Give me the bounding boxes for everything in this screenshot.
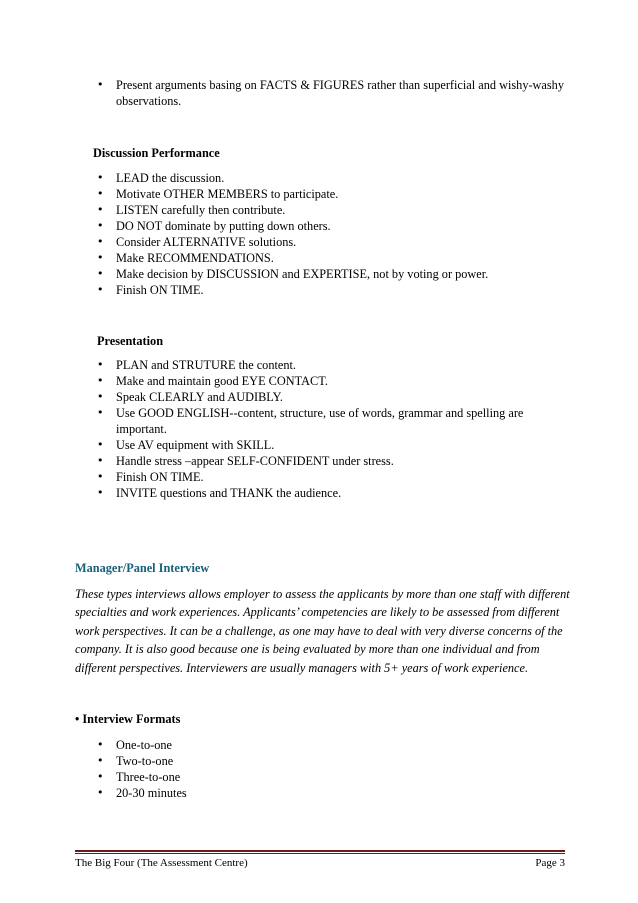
list-item: • INVITE questions and THANK the audience.	[97, 485, 567, 501]
manager-panel-heading: Manager/Panel Interview	[75, 561, 210, 575]
footer-title: The Big Four (The Assessment Centre)	[75, 857, 248, 869]
list-item: • Speak CLEARLY and AUDIBLY.	[97, 389, 567, 405]
list-item: • Motivate OTHER MEMBERS to participate.	[97, 186, 567, 202]
list-item: • Make decision by DISCUSSION and EXPERTISE, not by voting or power.	[97, 266, 567, 282]
list-item: • Finish ON TIME.	[97, 469, 567, 485]
list-item: • DO NOT dominate by putting down others.	[97, 218, 567, 234]
presentation-list	[97, 357, 567, 501]
list-item: • Use AV equipment with SKILL.	[97, 437, 567, 453]
footer-rule	[75, 850, 565, 854]
discussion-list	[97, 170, 567, 298]
interview-formats-heading: • Interview Formats	[75, 712, 181, 726]
list-item: • Handle stress –appear SELF-CONFIDENT under stress.	[97, 453, 567, 469]
list-item: • Make RECOMMENDATIONS.	[97, 250, 567, 266]
presentation-heading: Presentation	[97, 334, 164, 348]
manager-panel-paragraph: These types interviews allows employer to assess the applicants by more than one staff with different specialties and work experiences. Applicants’ competencies are likely to be assessed from different work perspectives. It can be a challenge, as one may have to deal with very diverse concerns of the company. It is also good because one is being evaluated by more than one individual and from different perspectives. Interviewers are usually managers with 5+ years of work experience.	[75, 587, 570, 675]
list-item: • Consider ALTERNATIVE solutions.	[97, 234, 567, 250]
list-item: • One-to-one	[97, 737, 567, 753]
list-item: • Use GOOD ENGLISH--content, structure, use of words, grammar and spelling are important.	[97, 405, 567, 437]
list-item: • Finish ON TIME.	[97, 282, 567, 298]
list-item: • LEAD the discussion.	[97, 170, 567, 186]
interview-formats-list	[97, 737, 567, 801]
intro-bullet-list	[97, 77, 567, 109]
list-item: • PLAN and STRUTURE the content.	[97, 357, 567, 373]
list-item: • Present arguments basing on FACTS & FIGURES rather than superficial and wishy-washy observations.	[97, 77, 567, 109]
list-item: • Three-to-one	[97, 769, 567, 785]
list-item: • 20-30 minutes	[97, 785, 567, 801]
list-item: • Make and maintain good EYE CONTACT.	[97, 373, 567, 389]
list-item: • Two-to-one	[97, 753, 567, 769]
list-item: • LISTEN carefully then contribute.	[97, 202, 567, 218]
discussion-heading: Discussion Performance	[93, 146, 220, 160]
page-number: Page 3	[535, 857, 565, 869]
